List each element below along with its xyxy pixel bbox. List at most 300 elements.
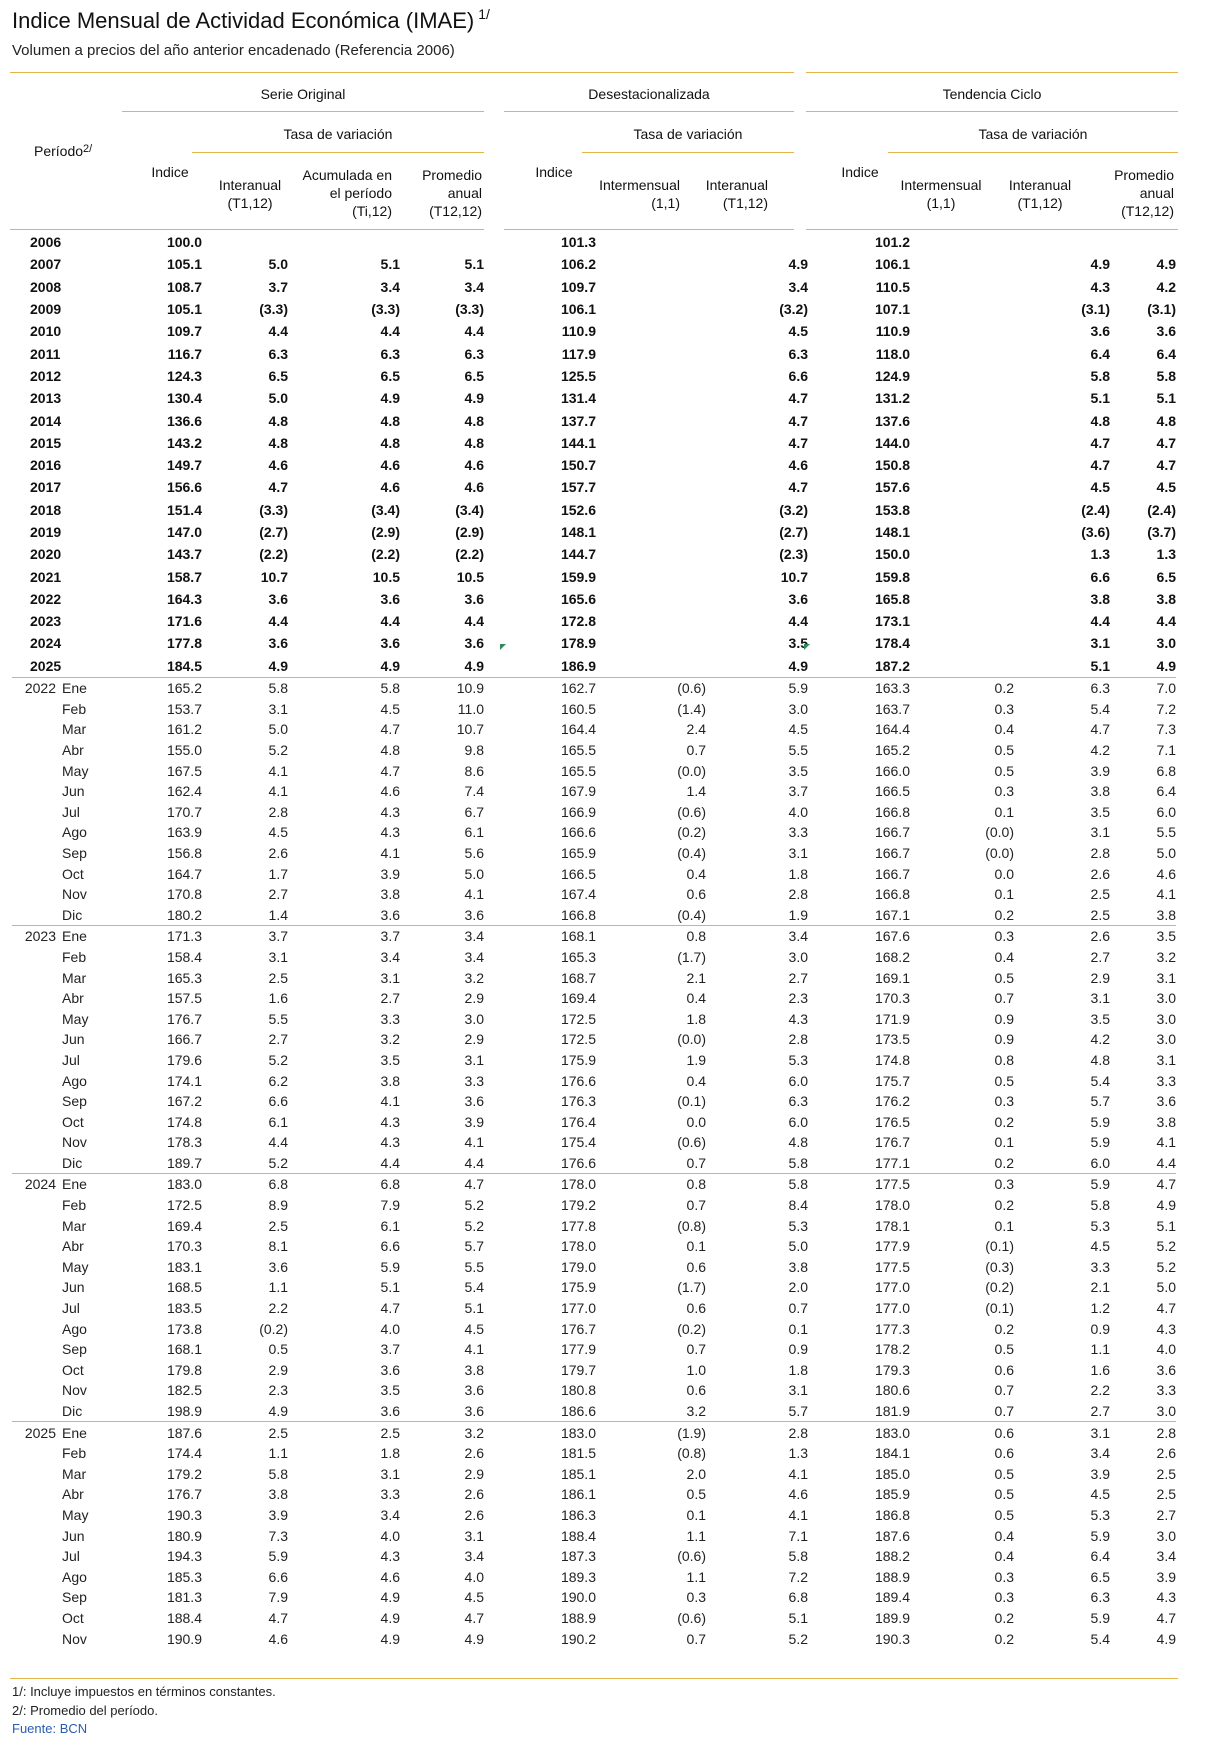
value-cell: 4.4 [464, 323, 484, 340]
monthly-row [12, 967, 1176, 988]
value-cell: 8.6 [464, 762, 484, 779]
value-cell: 169.1 [874, 969, 910, 986]
value-cell [596, 276, 706, 298]
value-cell: 6.0 [1090, 1154, 1110, 1171]
value-cell: 7.1 [788, 1527, 808, 1544]
value-cell: 0.3 [994, 700, 1014, 717]
value-cell: 144.1 [560, 434, 596, 451]
value-cell: 160.5 [560, 700, 596, 717]
value-cell: 2.5 [268, 1217, 288, 1234]
value-cell: 0.7 [686, 1630, 706, 1647]
cell-marker-icon [500, 644, 506, 650]
period-year: 2007 [30, 256, 62, 273]
value-cell: 188.9 [874, 1568, 910, 1585]
monthly-row [12, 1422, 1176, 1443]
value-cell: 4.4 [268, 323, 288, 340]
month-name: Feb [62, 1197, 87, 1214]
period-year: 2006 [30, 234, 62, 251]
value-cell: 10.7 [260, 568, 288, 585]
value-cell: 3.6 [380, 906, 400, 923]
value-cell: 5.8 [788, 1154, 808, 1171]
value-cell: 2.5 [268, 969, 288, 986]
value-cell: 2.5 [1090, 906, 1110, 923]
month-name: Sep [62, 844, 87, 861]
value-cell: 0.1 [994, 1134, 1014, 1151]
month-year [12, 802, 62, 823]
month-name: Jul [62, 1051, 80, 1068]
value-cell: 170.8 [166, 886, 202, 903]
month-name: Ene [62, 677, 116, 698]
value-cell: 180.8 [560, 1382, 596, 1399]
month-year [12, 1525, 62, 1546]
value-cell: 3.5 [380, 1051, 400, 1068]
value-cell: 3.7 [268, 278, 288, 295]
value-cell: 0.5 [994, 1486, 1014, 1503]
value-cell: 136.6 [166, 412, 202, 429]
value-cell: 4.2 [1090, 1031, 1110, 1048]
value-cell [596, 409, 706, 431]
value-cell: 4.3 [380, 1134, 400, 1151]
annual-row [12, 387, 1176, 409]
value-cell: (2.3) [779, 546, 808, 563]
value-cell: 190.9 [166, 1630, 202, 1647]
header-intermensual-tc: Intermensual (1,1) [900, 177, 982, 211]
value-cell: 5.0 [1156, 1279, 1176, 1296]
period-year: 2021 [30, 568, 62, 585]
value-cell: 186.3 [560, 1506, 596, 1523]
value-cell: 1.1 [268, 1279, 288, 1296]
footnote-1: 1/: Incluye impuestos en términos constantes. [12, 1684, 276, 1699]
header-interanual-tc: Interanual (T1,12) [1008, 177, 1072, 211]
header-tendencia-ciclo: Tendencia Ciclo [942, 86, 1042, 102]
value-cell: 186.8 [874, 1506, 910, 1523]
value-cell: 164.4 [560, 721, 596, 738]
value-cell: 189.9 [874, 1609, 910, 1626]
value-cell: 4.4 [464, 613, 484, 630]
value-cell: 189.7 [166, 1154, 202, 1171]
value-cell: 5.5 [788, 742, 808, 759]
value-cell: 3.3 [1156, 1382, 1176, 1399]
month-year [12, 1505, 62, 1526]
value-cell: (3.3) [371, 301, 400, 318]
source-note: Fuente: BCN [12, 1721, 88, 1736]
value-cell: 4.1 [268, 783, 288, 800]
value-cell: 176.7 [166, 1010, 202, 1027]
value-cell: (2.9) [455, 524, 484, 540]
value-cell: 147.0 [166, 524, 202, 540]
annual-row [12, 565, 1176, 587]
value-cell: 188.4 [560, 1527, 596, 1544]
value-cell: 4.5 [788, 323, 808, 340]
value-cell: 188.9 [560, 1609, 596, 1626]
value-cell: 3.0 [1156, 1403, 1176, 1420]
value-cell: 144.0 [874, 434, 910, 451]
value-cell: 116.7 [167, 345, 202, 362]
value-cell: 172.5 [560, 1010, 596, 1027]
value-cell: 3.6 [464, 1403, 484, 1420]
value-cell: 1.8 [686, 1010, 706, 1027]
value-cell: 183.1 [166, 1258, 202, 1275]
value-cell: 165.9 [560, 844, 596, 861]
value-cell: 0.4 [994, 948, 1014, 965]
value-cell: 4.5 [1156, 479, 1176, 496]
value-cell: 176.6 [560, 1072, 596, 1089]
value-cell: 4.6 [268, 1630, 288, 1647]
value-cell: 184.1 [874, 1445, 910, 1462]
value-cell: 3.0 [788, 700, 808, 717]
period-year: 2008 [30, 278, 62, 295]
value-cell: 4.5 [1090, 479, 1110, 496]
value-cell: 4.8 [380, 742, 400, 759]
value-cell: 3.6 [788, 590, 808, 607]
value-cell: (0.1) [985, 1238, 1014, 1255]
value-cell: 2.8 [268, 803, 288, 820]
value-cell: 186.9 [560, 657, 596, 674]
value-cell: 165.2 [116, 677, 202, 698]
value-cell: 6.5 [1090, 1568, 1110, 1585]
annual-row [12, 409, 1176, 431]
month-year [12, 1029, 62, 1050]
value-cell: 5.8 [706, 1174, 808, 1195]
value-cell: 101.3 [560, 234, 596, 251]
period-year: 2019 [30, 524, 62, 540]
month-name: Ene [62, 1174, 116, 1195]
value-cell: 4.9 [1156, 256, 1176, 273]
value-cell: 179.0 [560, 1258, 596, 1275]
value-cell: 185.1 [560, 1465, 596, 1482]
value-cell: 6.8 [1156, 762, 1176, 779]
value-cell: 3.4 [464, 278, 484, 295]
value-cell: 3.3 [380, 1486, 400, 1503]
value-cell: 2.6 [1090, 865, 1110, 882]
value-cell: 0.5 [994, 969, 1014, 986]
value-cell: 4.1 [788, 1465, 808, 1482]
value-cell: 6.6 [788, 367, 808, 384]
monthly-row [12, 843, 1176, 864]
period-year: 2017 [30, 479, 62, 496]
value-cell: 164.3 [166, 590, 202, 607]
value-cell: 5.1 [1156, 1217, 1176, 1234]
value-cell: 180.6 [874, 1382, 910, 1399]
value-cell: 3.8 [380, 1072, 400, 1089]
value-cell: 157.5 [166, 990, 202, 1007]
monthly-row [12, 926, 1176, 947]
value-cell: 176.4 [560, 1113, 596, 1130]
value-cell: 156.6 [166, 479, 202, 496]
month-name: Mar [62, 1465, 87, 1482]
value-cell: (3.1) [1081, 301, 1110, 318]
value-cell: 2.3 [268, 1382, 288, 1399]
value-cell [596, 655, 706, 678]
header-tasa-variacion-so: Tasa de variación [283, 126, 393, 142]
month-name: Jun [62, 1279, 85, 1296]
value-cell: 4.6 [788, 457, 808, 474]
value-cell: 1.3 [788, 1445, 808, 1462]
value-cell: 185.0 [874, 1465, 910, 1482]
value-cell: 0.0 [994, 865, 1014, 882]
value-cell: 1.6 [1090, 1361, 1110, 1378]
value-cell: 182.5 [166, 1382, 202, 1399]
value-cell [910, 588, 1014, 610]
value-cell: 2.6 [464, 1506, 484, 1523]
value-cell: 2.5 [1090, 886, 1110, 903]
value-cell [910, 365, 1014, 387]
month-year [12, 1360, 62, 1381]
header-indice-tc: Indice [841, 164, 879, 180]
value-cell: 0.6 [910, 1422, 1014, 1443]
value-cell: 163.9 [166, 824, 202, 841]
value-cell: 4.1 [464, 1341, 484, 1358]
value-cell: 0.2 [994, 1154, 1014, 1171]
monthly-row [12, 1277, 1176, 1298]
value-cell: (3.4) [455, 501, 484, 518]
value-cell: 179.8 [166, 1361, 202, 1378]
value-cell: 4.8 [464, 412, 484, 429]
value-cell: 0.2 [994, 1609, 1014, 1626]
value-cell: 4.8 [380, 434, 400, 451]
period-year: 2022 [30, 590, 62, 607]
annual-row [12, 543, 1176, 565]
value-cell: 177.0 [874, 1300, 910, 1317]
value-cell: 4.8 [788, 1134, 808, 1151]
value-cell: 0.5 [268, 1341, 288, 1358]
value-cell: 179.2 [560, 1197, 596, 1214]
value-cell: 165.2 [874, 742, 910, 759]
value-cell: 148.1 [874, 524, 910, 540]
value-cell: 4.9 [268, 1403, 288, 1420]
value-cell: 166.7 [874, 865, 910, 882]
value-cell: 6.6 [380, 1238, 400, 1255]
value-cell: 1.7 [268, 865, 288, 882]
value-cell: 4.7 [380, 762, 400, 779]
header-tasa-variacion-de: Tasa de variación [633, 126, 743, 142]
value-cell: 2.5 [1156, 1465, 1176, 1482]
value-cell: (3.2) [779, 501, 808, 518]
value-cell: 0.5 [994, 762, 1014, 779]
value-cell: 4.8 [1156, 412, 1176, 429]
value-cell: 3.3 [1156, 1072, 1176, 1089]
value-cell: (2.2) [371, 546, 400, 563]
value-cell: 4.4 [268, 613, 288, 630]
value-cell: 4.8 [1090, 1051, 1110, 1068]
value-cell: 7.0 [1110, 677, 1176, 698]
value-cell: 6.1 [464, 824, 484, 841]
value-cell [910, 276, 1014, 298]
value-cell: 4.9 [464, 657, 484, 674]
month-year [12, 699, 62, 720]
value-cell: 4.9 [380, 1630, 400, 1647]
month-year [12, 740, 62, 761]
value-cell: 5.3 [788, 1217, 808, 1234]
value-cell: 5.7 [788, 1403, 808, 1420]
value-cell: 1.8 [788, 1361, 808, 1378]
header-acumulada-so: Acumulada en el período (Ti,12) [302, 167, 392, 219]
value-cell [596, 543, 706, 565]
value-cell: 174.8 [166, 1113, 202, 1130]
value-cell: 2.7 [380, 990, 400, 1007]
value-cell: 109.7 [560, 278, 596, 295]
value-cell: 158.7 [166, 568, 202, 585]
value-cell: 163.3 [808, 677, 910, 698]
value-cell: 5.2 [268, 1051, 288, 1068]
value-cell: 3.1 [1156, 969, 1176, 986]
value-cell: 0.1 [788, 1320, 808, 1337]
value-cell: 5.8 [288, 677, 400, 698]
month-year [12, 1008, 62, 1029]
value-cell: 3.5 [1090, 1010, 1110, 1027]
value-cell: 3.6 [380, 635, 400, 652]
value-cell: 2.9 [464, 1031, 484, 1048]
value-cell: 190.0 [560, 1589, 596, 1606]
value-cell: 10.5 [372, 568, 400, 585]
month-name: Abr [62, 1238, 84, 1255]
value-cell: 10.7 [780, 568, 808, 585]
period-year: 2010 [30, 323, 62, 340]
monthly-row [12, 822, 1176, 843]
value-cell: 8.1 [268, 1238, 288, 1255]
value-cell: 1.0 [686, 1361, 706, 1378]
value-cell: 176.7 [560, 1320, 596, 1337]
value-cell: 178.2 [874, 1341, 910, 1358]
value-cell [910, 387, 1014, 409]
month-name: Oct [62, 1113, 84, 1130]
value-cell [910, 521, 1014, 543]
value-cell: 180.9 [166, 1527, 202, 1544]
header-indice-so: Indice [151, 164, 189, 180]
value-cell: 1.6 [268, 990, 288, 1007]
value-cell: 117.9 [561, 345, 596, 362]
rule-header-bottom-3 [806, 229, 1178, 230]
value-cell: 2.1 [686, 969, 706, 986]
value-cell [910, 320, 1014, 342]
value-cell: 0.5 [686, 1486, 706, 1503]
value-cell: 166.8 [874, 803, 910, 820]
value-cell: 4.6 [268, 457, 288, 474]
value-cell: 176.5 [874, 1113, 910, 1130]
value-cell: (2.7) [259, 524, 288, 540]
value-cell: 159.8 [874, 568, 910, 585]
value-cell: 166.5 [560, 865, 596, 882]
monthly-row [12, 1070, 1176, 1091]
value-cell: 3.0 [1156, 1527, 1176, 1544]
value-cell: 5.8 [1090, 367, 1110, 384]
value-cell: 7.4 [464, 783, 484, 800]
value-cell [596, 298, 706, 320]
value-cell: 4.9 [380, 657, 400, 674]
value-cell: 5.4 [1090, 1072, 1110, 1089]
month-year [12, 1091, 62, 1112]
value-cell: 3.5 [1090, 803, 1110, 820]
value-cell: (1.7) [677, 948, 706, 965]
value-cell: 6.0 [1156, 803, 1176, 820]
month-name: Feb [62, 700, 87, 717]
value-cell: 2.6 [268, 844, 288, 861]
value-cell: 3.2 [400, 1422, 484, 1443]
value-cell: 2.6 [464, 1486, 484, 1503]
value-cell: 155.0 [166, 742, 202, 759]
month-year [12, 1484, 62, 1505]
value-cell: (0.1) [677, 1093, 706, 1110]
month-year: 2025 [12, 1422, 62, 1443]
value-cell: (2.4) [1081, 501, 1110, 518]
value-cell: 0.6 [686, 886, 706, 903]
month-year [12, 947, 62, 968]
value-cell: 3.0 [1156, 990, 1176, 1007]
value-cell: 3.0 [1156, 1031, 1176, 1048]
value-cell: 0.7 [994, 1382, 1014, 1399]
value-cell: 3.7 [288, 926, 400, 947]
value-cell: 190.3 [166, 1506, 202, 1523]
value-cell: 0.7 [994, 1403, 1014, 1420]
value-cell: 6.3 [788, 1093, 808, 1110]
value-cell: 4.0 [788, 803, 808, 820]
month-name: Feb [62, 1445, 87, 1462]
value-cell: 2.7 [1156, 1506, 1176, 1523]
value-cell: 3.3 [380, 1010, 400, 1027]
monthly-row [12, 1298, 1176, 1319]
value-cell: 6.6 [1090, 568, 1110, 585]
value-cell: (0.8) [677, 1445, 706, 1462]
value-cell: 175.9 [560, 1279, 596, 1296]
value-cell: 181.5 [560, 1445, 596, 1462]
value-cell [910, 342, 1014, 364]
month-year: 2024 [12, 1174, 62, 1195]
value-cell: 153.7 [166, 700, 202, 717]
value-cell: 3.6 [268, 635, 288, 652]
value-cell: 156.8 [166, 844, 202, 861]
month-year [12, 1587, 62, 1608]
header-interanual-de: Interanual (T1,12) [705, 177, 768, 211]
value-cell: 3.7 [202, 926, 288, 947]
value-cell: 5.1 [1090, 390, 1110, 407]
value-cell: 3.1 [1090, 635, 1110, 652]
monthly-row [12, 1339, 1176, 1360]
month-name: Abr [62, 742, 84, 759]
value-cell: 190.3 [874, 1630, 910, 1647]
value-cell: 177.0 [560, 1300, 596, 1317]
value-cell: 3.0 [464, 1010, 484, 1027]
value-cell: 164.7 [166, 865, 202, 882]
value-cell: 3.9 [1090, 762, 1110, 779]
value-cell: 4.8 [1090, 412, 1110, 429]
value-cell: 6.4 [1156, 345, 1176, 362]
value-cell: 3.6 [464, 1382, 484, 1399]
value-cell: 178.9 [560, 635, 596, 652]
value-cell: 8.4 [788, 1197, 808, 1214]
value-cell: 5.4 [1090, 1630, 1110, 1647]
value-cell: 0.3 [910, 926, 1014, 947]
value-cell: (0.0) [985, 824, 1014, 841]
month-name: Ago [62, 1568, 87, 1585]
value-cell: 3.1 [788, 1382, 808, 1399]
value-cell: 151.4 [166, 501, 202, 518]
value-cell: 0.1 [686, 1506, 706, 1523]
value-cell: 6.3 [788, 345, 808, 362]
value-cell [910, 565, 1014, 587]
value-cell: 3.6 [1156, 1361, 1176, 1378]
value-cell: 4.5 [1090, 1486, 1110, 1503]
monthly-row [12, 1111, 1176, 1132]
monthly-row [12, 1050, 1176, 1071]
value-cell: (0.0) [677, 1031, 706, 1048]
value-cell: 181.3 [166, 1589, 202, 1606]
value-cell: 4.8 [380, 412, 400, 429]
value-cell: (2.2) [259, 546, 288, 563]
month-name: Ene [62, 926, 116, 947]
header-promedio-tc: Promedio anual (T12,12) [1114, 167, 1174, 219]
month-name: Jun [62, 1527, 85, 1544]
value-cell: 1.8 [788, 865, 808, 882]
